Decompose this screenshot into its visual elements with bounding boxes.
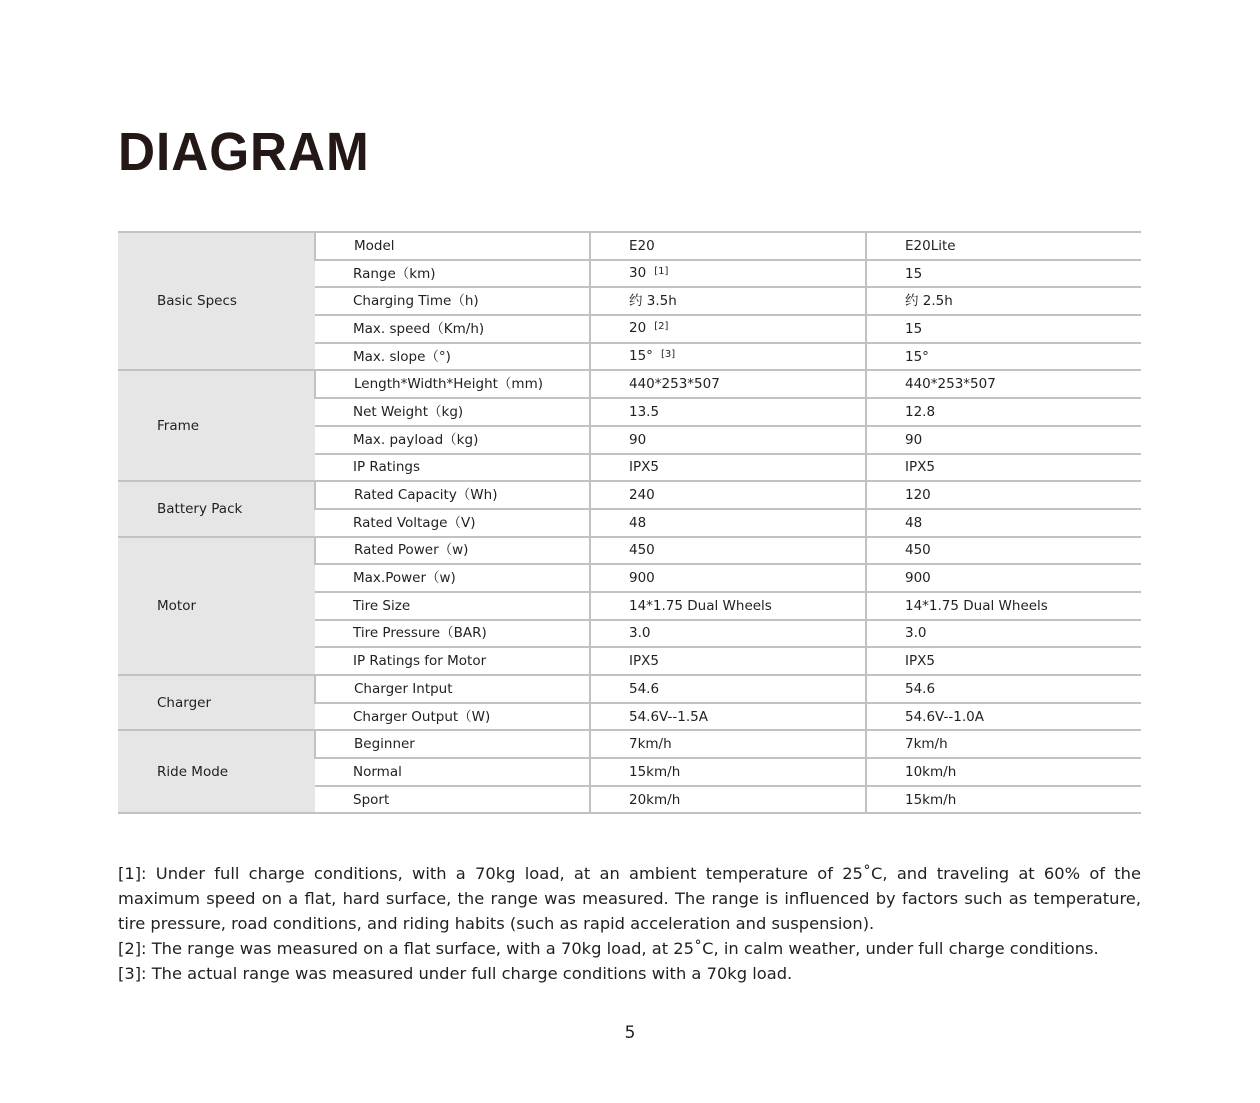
spec-value-e20lite: 10km/h xyxy=(866,758,1141,786)
spec-row xyxy=(118,481,1141,509)
spec-value-e20lite: 12.8 xyxy=(866,398,1141,426)
spec-table-body xyxy=(118,232,1141,813)
value-text: IPX5 xyxy=(629,653,659,670)
footnotes xyxy=(118,861,1141,986)
spec-label: Model xyxy=(315,232,590,260)
footnote-ref: [3] xyxy=(660,348,676,360)
spec-value-e20lite: 约 2.5h xyxy=(866,287,1141,315)
spec-value-e20lite: 48 xyxy=(866,509,1141,537)
spec-value-e20lite: 15 xyxy=(866,315,1141,343)
spec-value-e20 xyxy=(590,537,866,565)
spec-value-e20lite: 90 xyxy=(866,426,1141,454)
value-text: 15° xyxy=(629,347,653,364)
spec-label: Max. speed（Km/h) xyxy=(315,315,590,343)
spec-value-e20lite: 15km/h xyxy=(866,786,1141,814)
value-text: 14*1.75 Dual Wheels xyxy=(629,597,772,614)
value-text: IPX5 xyxy=(629,459,659,476)
spec-value-e20lite: 120 xyxy=(866,481,1141,509)
spec-label: Net Weight（kg) xyxy=(315,398,590,426)
value-text: 20 xyxy=(629,319,647,336)
spec-label: IP Ratings for Motor xyxy=(315,647,590,675)
value-text: 30 xyxy=(629,264,647,281)
value-text: 90 xyxy=(629,431,647,448)
spec-value-e20lite: 900 xyxy=(866,564,1141,592)
spec-label: Sport xyxy=(315,786,590,814)
spec-value-e20lite: 54.6 xyxy=(866,675,1141,703)
spec-label: Max.Power（w) xyxy=(315,564,590,592)
spec-value-e20lite: IPX5 xyxy=(866,647,1141,675)
spec-label: IP Ratings xyxy=(315,454,590,482)
spec-table xyxy=(118,231,1141,814)
group-label: Battery Pack xyxy=(118,481,315,536)
spec-value-e20 xyxy=(590,647,866,675)
value-text: 20km/h xyxy=(629,791,681,808)
spec-value-e20 xyxy=(590,758,866,786)
spec-row xyxy=(118,675,1141,703)
spec-value-e20lite: 14*1.75 Dual Wheels xyxy=(866,592,1141,620)
spec-value-e20lite: 15 xyxy=(866,260,1141,288)
spec-value-e20lite: IPX5 xyxy=(866,454,1141,482)
spec-label: Rated Capacity（Wh) xyxy=(315,481,590,509)
value-text: 240 xyxy=(629,487,655,504)
spec-label: Rated Voltage（V) xyxy=(315,509,590,537)
spec-label: Tire Pressure（BAR) xyxy=(315,620,590,648)
value-text: 440*253*507 xyxy=(629,376,720,393)
spec-value-e20 xyxy=(590,730,866,758)
spec-value-e20 xyxy=(590,564,866,592)
spec-value-e20lite: 440*253*507 xyxy=(866,370,1141,398)
spec-value-e20 xyxy=(590,675,866,703)
spec-value-e20 xyxy=(590,232,866,260)
value-text: 450 xyxy=(629,542,655,559)
spec-value-e20lite: 7km/h xyxy=(866,730,1141,758)
value-text: E20 xyxy=(629,237,655,254)
value-text: 3.0 xyxy=(629,625,651,642)
spec-value-e20 xyxy=(590,509,866,537)
spec-row xyxy=(118,730,1141,758)
footnote-2: [2]: The range was measured on a flat surface, with a 70kg load, at 25˚C, in calm weather, under full charge conditions. xyxy=(118,939,1099,958)
value-text: 约 3.5h xyxy=(629,293,677,310)
spec-value-e20 xyxy=(590,481,866,509)
page-number: 5 xyxy=(624,1023,636,1043)
group-label: Basic Specs xyxy=(118,232,315,370)
value-text: 13.5 xyxy=(629,403,660,420)
value-text: 54.6 xyxy=(629,680,660,697)
spec-value-e20lite: 450 xyxy=(866,537,1141,565)
spec-value-e20 xyxy=(590,370,866,398)
group-label: Frame xyxy=(118,370,315,481)
group-label: Charger xyxy=(118,675,315,730)
spec-label: Rated Power（w) xyxy=(315,537,590,565)
spec-value-e20 xyxy=(590,592,866,620)
spec-label: Length*Width*Height（mm) xyxy=(315,370,590,398)
spec-label: Charger Output（W) xyxy=(315,703,590,731)
value-text: 48 xyxy=(629,514,647,531)
spec-value-e20lite: 15° xyxy=(866,343,1141,371)
value-text: 15km/h xyxy=(629,763,681,780)
value-text: 54.6V--1.5A xyxy=(629,708,708,725)
spec-label: Tire Size xyxy=(315,592,590,620)
spec-value-e20 xyxy=(590,786,866,814)
spec-value-e20 xyxy=(590,703,866,731)
spec-value-e20lite: E20Lite xyxy=(866,232,1141,260)
group-label: Ride Mode xyxy=(118,730,315,813)
spec-value-e20 xyxy=(590,287,866,315)
spec-value-e20 xyxy=(590,426,866,454)
spec-row xyxy=(118,537,1141,565)
spec-value-e20 xyxy=(590,260,866,288)
value-text: 7km/h xyxy=(629,736,672,753)
spec-value-e20 xyxy=(590,398,866,426)
footnote-1: [1]: Under full charge conditions, with a 70kg load, at an ambient temperature of 25˚C, and traveling at 60% of the maximum speed on a flat, hard surface, the range was measured. The range is influenced by factors such as temperature, tire pressure, road conditions, and riding habits (such as rapid acceleration and suspension). xyxy=(118,864,1141,933)
group-label: Motor xyxy=(118,537,315,675)
spec-row xyxy=(118,370,1141,398)
value-text: 900 xyxy=(629,570,655,587)
spec-label: Charger Intput xyxy=(315,675,590,703)
spec-value-e20 xyxy=(590,620,866,648)
spec-row xyxy=(118,232,1141,260)
footnote-ref: [2] xyxy=(654,320,669,332)
spec-value-e20 xyxy=(590,343,866,371)
spec-label: Normal xyxy=(315,758,590,786)
spec-label: Max. payload（kg) xyxy=(315,426,590,454)
page-title: DIAGRAM xyxy=(118,122,370,182)
spec-label: Charging Time（h) xyxy=(315,287,590,315)
spec-value-e20lite: 54.6V--1.0A xyxy=(866,703,1141,731)
spec-label: Max. slope（°) xyxy=(315,343,590,371)
footnote-ref: [1] xyxy=(654,265,669,277)
spec-value-e20lite: 3.0 xyxy=(866,620,1141,648)
spec-value-e20 xyxy=(590,315,866,343)
spec-label: Beginner xyxy=(315,730,590,758)
spec-value-e20 xyxy=(590,454,866,482)
footnote-3: [3]: The actual range was measured under full charge conditions with a 70kg load. xyxy=(118,964,793,983)
spec-label: Range（km) xyxy=(315,260,590,288)
